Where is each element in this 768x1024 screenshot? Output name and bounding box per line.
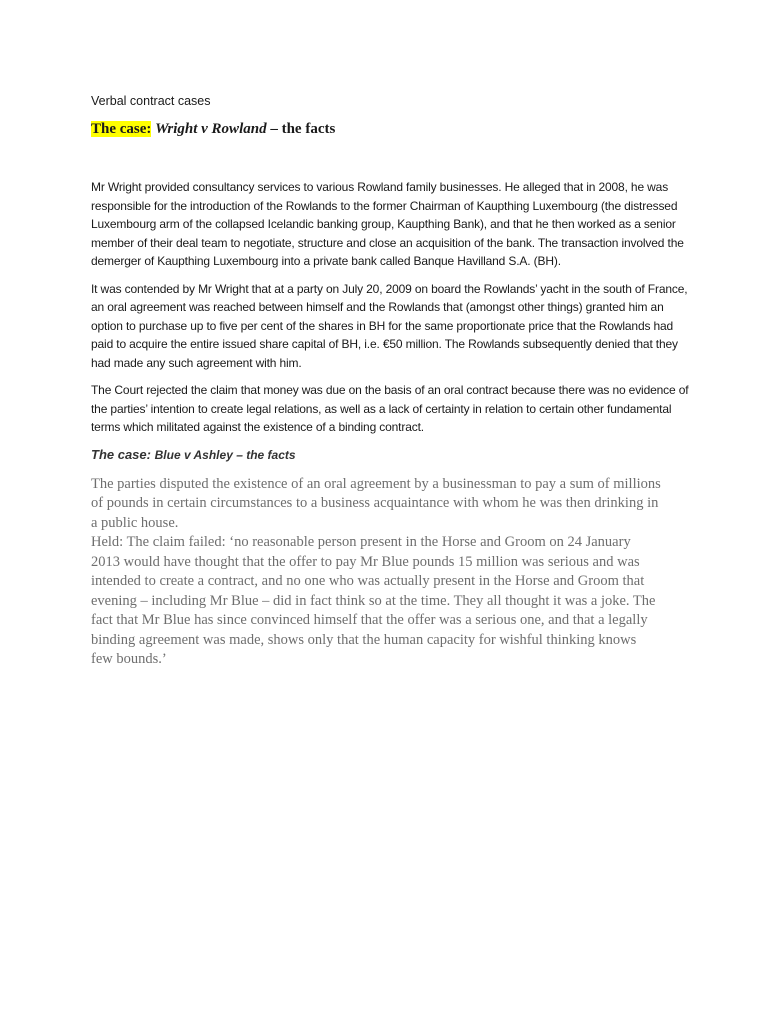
case-heading-blue-v-ashley: [91, 446, 691, 464]
case1-paragraph-1: Mr Wright provided consultancy services to various Rowland family businesses. He alleged that in 2008, he was responsible for the introduction of the Rowlands to the former Chairman of Kaupthing Luxembourg (the distressed Luxembourg arm of the collapsed Icelandic banking group, Kaupthing Bank), and that he then worked as a senior member of their deal team to negotiate, structure and close an acquisition of the bank. The transaction involved the demerger of Kaupthing Luxembourg into a private bank called Banque Havilland S.A. (BH).: [91, 180, 684, 268]
case-heading-wright-v-rowland: [91, 120, 691, 138]
case2-name: Blue v Ashley: [154, 447, 233, 462]
case2-suffix: – the facts: [232, 447, 296, 462]
case1-paragraph-2: It was contended by Mr Wright that at a party on July 20, 2009 on board the Rowlands’ yacht in the south of France, an oral agreement was reached between himself and the Rowlands that (amongst other things) granted him an option to purchase up to five per cent of the shares in BH for the same proportionate price that the Rowlands had paid to acquire the entire issued share capital of BH, i.e. €50 million. The Rowlands subsequently denied that they had made any such agreement with him.: [91, 281, 688, 370]
case1-paragraph-3: The Court rejected the claim that money was due on the basis of an oral contract because there was no evidence of the parties’ intention to create legal relations, as well as a lack of certainty in relation to certain other fundamental terms which militated against the existence of a binding contract.: [91, 383, 689, 434]
case2-label: The case:: [91, 446, 151, 462]
case2-paragraph-1: The parties disputed the existence of an oral agreement by a businessman to pay a sum of millions of pounds in certain circumstances to a business acquaintance with whom he was then drinking in a public house.: [91, 475, 661, 531]
case-suffix: – the facts: [266, 121, 336, 137]
case2-paragraph-2: Held: The claim failed: ‘no reasonable person present in the Horse and Groom on 24 January 2013 would have thought that the offer to pay Mr Blue pounds 15 million was serious and was intended to create a contract, and no one who was actually present in the Horse and Groom that evening – including Mr Blue – did in fact think so at the time. They all thought it was a joke. The fact that Mr Blue has since convinced himself that the offer was a serious one, and that a legally binding agreement was made, shows only that the human capacity for wishful thinking knows few bounds.’: [91, 534, 656, 667]
document-content: [91, 93, 691, 670]
case-label-highlight: The case:: [91, 121, 152, 137]
document-title: Verbal contract cases: [91, 94, 211, 108]
case-name: Wright v Rowland: [155, 121, 267, 137]
